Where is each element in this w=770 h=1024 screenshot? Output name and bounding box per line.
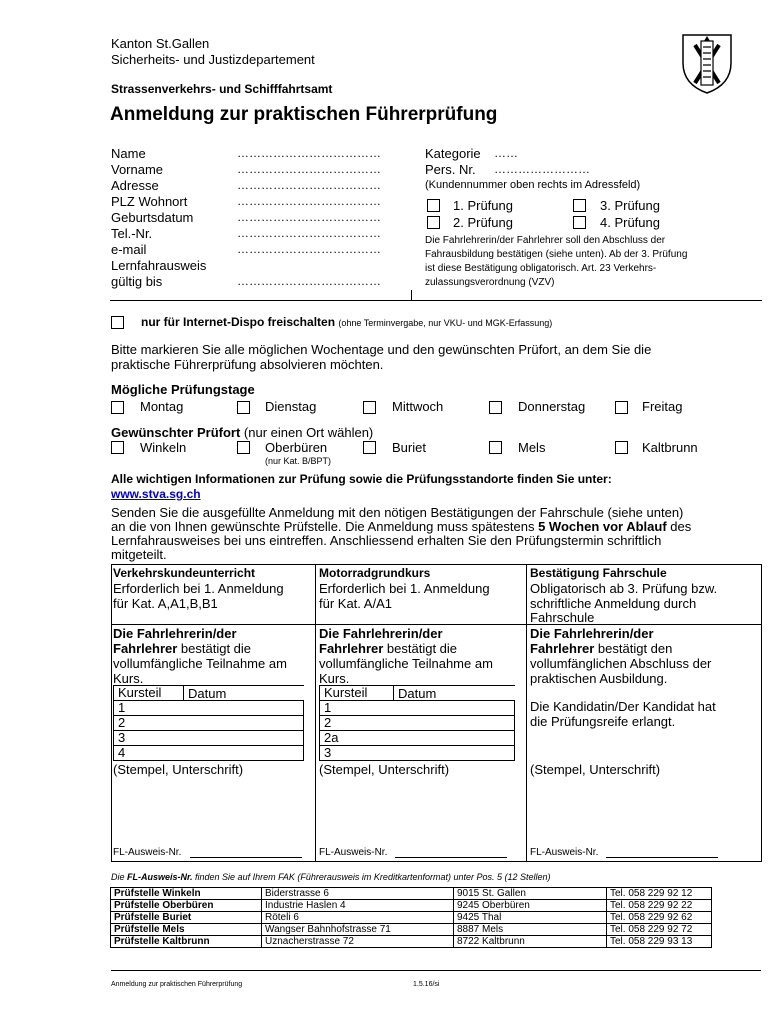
station-street: Industrie Haslen 4: [262, 900, 454, 912]
col3-confirm: Die Fahrlehrerin/der: [530, 626, 654, 641]
pruefung-4-label: 4. Prüfung: [600, 215, 660, 230]
station-name: Prüfstelle Buriet: [111, 912, 262, 924]
col3-confirm-rest: bestätigt den: [594, 641, 673, 656]
dispo-checkbox[interactable]: [111, 316, 124, 329]
pruefung-2-label: 2. Prüfung: [453, 215, 513, 230]
tel-field[interactable]: ………………………………: [237, 226, 381, 240]
kunden-note: (Kundennummer oben rechts im Adressfeld): [425, 179, 641, 191]
kurs-header: Datum: [394, 686, 515, 701]
label-tel: Tel.-Nr.: [111, 226, 153, 241]
locations-heading: Gewünschter Prüfort: [111, 425, 241, 440]
deadline-emphasis: 5 Wochen vor Ablauf: [538, 519, 667, 534]
col1-confirm-rest: bestätigt die: [177, 641, 252, 656]
info-heading: Alle wichtigen Informationen zur Prüfung sowie die Prüfungsstandorte finden Sie unter:: [111, 472, 612, 486]
kurs-row[interactable]: 4: [114, 746, 304, 761]
label-email: e-mail: [111, 242, 147, 257]
col3-title: Bestätigung Fahrschule: [530, 566, 667, 580]
col1-stamp: (Stempel, Unterschrift): [113, 762, 244, 777]
station-street: Röteli 6: [262, 912, 454, 924]
station-name: Prüfstelle Winkeln: [111, 888, 262, 900]
footer-left: Anmeldung zur praktischen Führerprüfung: [111, 981, 243, 988]
kurs-row[interactable]: 1: [114, 701, 304, 716]
kurs-row[interactable]: 2: [114, 716, 304, 731]
location-mels-checkbox[interactable]: [489, 441, 502, 454]
day-montag-label: Montag: [140, 399, 184, 414]
station-street: Uznacherstrasse 72: [262, 936, 454, 948]
days-heading: Mögliche Prüfungstage: [111, 382, 255, 397]
department-name: Sicherheits- und Justizdepartement: [111, 52, 315, 67]
station-city: 8887 Mels: [454, 924, 607, 936]
location-buriet-label: Buriet: [392, 440, 426, 455]
plz-wohnort-field[interactable]: ………………………………: [237, 194, 381, 208]
stations-table: [110, 887, 712, 948]
station-tel: Tel. 058 229 92 12: [607, 888, 712, 900]
station-city: 9245 Oberbüren: [454, 900, 607, 912]
gueltig-bis-field[interactable]: ………………………………: [237, 274, 381, 288]
label-geburtsdatum: Geburtsdatum: [111, 210, 194, 225]
email-field[interactable]: ………………………………: [237, 242, 381, 256]
fl-note-part: Die: [111, 872, 128, 882]
kurs-row[interactable]: 2a: [320, 731, 515, 746]
location-winkeln-checkbox[interactable]: [111, 441, 124, 454]
locations-heading-note: (nur einen Ort wählen): [243, 425, 374, 440]
pruefung-3-label: 3. Prüfung: [600, 198, 660, 213]
station-city: 9015 St. Gallen: [454, 888, 607, 900]
station-street: Biderstrasse 6: [262, 888, 454, 900]
station-name: Prüfstelle Mels: [111, 924, 262, 936]
pers-nr-field[interactable]: ……………………: [494, 162, 590, 176]
dispo-label: nur für Internet-Dispo freischalten: [141, 315, 336, 329]
location-oberbueren-label: Oberbüren: [265, 440, 328, 455]
kurs-row[interactable]: 3: [320, 746, 515, 761]
locations-heading-row: [111, 425, 373, 440]
station-tel: Tel. 058 229 92 72: [607, 924, 712, 936]
note-line: Die Fahrlehrerin/der Fahrlehrer soll den Abschluss der: [425, 235, 666, 246]
col2-kurs-table: [319, 685, 515, 761]
col3-sub: Obligatorisch ab 3. Prüfung bzw.: [530, 581, 718, 596]
location-kaltbrunn-label: Kaltbrunn: [642, 440, 698, 455]
divider: [110, 300, 762, 301]
info-line-part: an die von Ihnen gewünschte Prüfstelle. Die Anmeldung muss spätestens: [111, 519, 539, 534]
day-donnerstag-label: Donnerstag: [518, 399, 586, 414]
col3-confirm-line: [530, 641, 672, 656]
col2-confirm-line: [319, 641, 457, 656]
col3-confirm-bold: Fahrlehrer: [530, 641, 595, 656]
name-field[interactable]: ………………………………: [237, 146, 381, 160]
col2-fl-field[interactable]: [395, 857, 507, 858]
col1-confirm: vollumfängliche Teilnahme am: [113, 656, 287, 671]
adresse-field[interactable]: ………………………………: [237, 178, 381, 192]
col1-confirm: Kurs.: [113, 671, 144, 686]
col3-confirm: vollumfänglichen Abschluss der: [530, 656, 712, 671]
station-street: Wangser Bahnhofstrasse 71: [262, 924, 454, 936]
day-freitag-label: Freitag: [642, 399, 683, 414]
dispo-row: [141, 315, 552, 329]
col3-stamp: (Stempel, Unterschrift): [530, 762, 661, 777]
station-city: 8722 Kaltbrunn: [454, 936, 607, 948]
note-line: Fahrausbildung bestätigen (siehe unten). Ab der 3. Prüfung: [425, 249, 688, 260]
info-line: Senden Sie die ausgefüllte Anmeldung mit den nötigen Bestätigungen der Fahrschule (siehe unten): [111, 505, 684, 520]
table-row: [111, 936, 712, 948]
location-kaltbrunn-checkbox[interactable]: [615, 441, 628, 454]
instruction-line: Bitte markieren Sie alle möglichen Wochentage und den gewünschten Prüfort, an dem Sie die: [111, 342, 652, 357]
fl-note-part: finden Sie auf Ihrem FAK (Führerausweis im Kreditkartenformat) unter Pos. 5 (12 Stellen): [192, 872, 551, 882]
day-freitag-checkbox[interactable]: [615, 401, 628, 414]
col2-sub: Erforderlich bei 1. Anmeldung: [319, 581, 490, 596]
col1-sub: für Kat. A,A1,B,B1: [113, 596, 218, 611]
note-line: ist diese Bestätigung obligatorisch. Art. 23 Verkehrs-: [425, 263, 657, 274]
col1-confirm-line: [113, 641, 251, 656]
col3-fl-field[interactable]: [606, 857, 718, 858]
station-name: Prüfstelle Kaltbrunn: [111, 936, 262, 948]
col1-fl-label: FL-Ausweis-Nr.: [113, 847, 182, 858]
location-oberbueren-checkbox[interactable]: [237, 441, 250, 454]
kurs-header: Datum: [184, 686, 304, 701]
col2-stamp: (Stempel, Unterschrift): [319, 762, 450, 777]
pruefung-4-checkbox[interactable]: [573, 216, 586, 229]
label-name: Name: [111, 146, 146, 161]
table-row: [111, 888, 712, 900]
col1-confirm-bold: Fahrlehrer: [113, 641, 178, 656]
col1-kurs-table: [113, 685, 304, 761]
col3-kandidat: Die Kandidatin/Der Kandidat hat: [530, 699, 716, 714]
station-city: 9425 Thal: [454, 912, 607, 924]
row-divider: [111, 624, 761, 625]
col3-confirm: praktischen Ausbildung.: [530, 671, 668, 686]
instruction-line: praktische Führerprüfung absolvieren möchten.: [111, 357, 384, 372]
table-row: [111, 912, 712, 924]
location-winkeln-label: Winkeln: [140, 440, 187, 455]
geburtsdatum-field[interactable]: ………………………………: [237, 210, 381, 224]
fl-note-bold: FL-Ausweis-Nr.: [127, 872, 193, 882]
info-line-part: des: [666, 519, 692, 534]
info-line: Lernfahrausweises bei uns eintreffen. Anschliessend erhalten Sie den Prüfungstermin schriftlich: [111, 533, 662, 548]
table-row: [111, 924, 712, 936]
day-mittwoch-label: Mittwoch: [392, 399, 444, 414]
col3-fl-label: FL-Ausweis-Nr.: [530, 847, 599, 858]
day-mittwoch-checkbox[interactable]: [363, 401, 376, 414]
col1-confirm: Die Fahrlehrerin/der: [113, 626, 237, 641]
kurs-header: Kursteil: [320, 686, 394, 701]
pruefung-2-checkbox[interactable]: [427, 216, 440, 229]
kurs-row[interactable]: 2: [320, 716, 515, 731]
footer-right: 1.5.16/si: [413, 981, 440, 988]
col1-title: Verkehrskundeunterricht: [113, 566, 256, 580]
canton-crest-icon: [681, 33, 733, 95]
pruefung-1-checkbox[interactable]: [427, 199, 440, 212]
location-mels-label: Mels: [518, 440, 546, 455]
footer-divider: [111, 970, 761, 971]
col3-sub: schriftliche Anmeldung durch: [530, 596, 697, 611]
stva-link[interactable]: www.stva.sg.ch: [111, 487, 201, 501]
col2-confirm: Die Fahrlehrerin/der: [319, 626, 443, 641]
label-lernfahrausweis: Lernfahrausweis: [111, 258, 207, 273]
note-line: zulassungsverordnung (VZV): [425, 277, 555, 288]
label-adresse: Adresse: [111, 178, 159, 193]
label-gueltig-bis: gültig bis: [111, 274, 163, 289]
col3-sub: Fahrschule: [530, 610, 595, 625]
day-donnerstag-checkbox[interactable]: [489, 401, 502, 414]
kurs-row[interactable]: 3: [114, 731, 304, 746]
col2-fl-label: FL-Ausweis-Nr.: [319, 847, 388, 858]
vorname-field[interactable]: ………………………………: [237, 162, 381, 176]
station-name: Prüfstelle Oberbüren: [111, 900, 262, 912]
col2-confirm-rest: bestätigt die: [383, 641, 458, 656]
dispo-note: (ohne Terminvergabe, nur VKU- und MGK-Erfassung): [338, 318, 553, 328]
fl-note: [111, 872, 551, 882]
kategorie-label: Kategorie: [425, 146, 481, 161]
column-divider: [526, 564, 527, 861]
pruefung-3-checkbox[interactable]: [573, 199, 586, 212]
kategorie-field[interactable]: ……: [494, 146, 518, 160]
label-plz-wohnort: PLZ Wohnort: [111, 194, 188, 209]
station-tel: Tel. 058 229 92 22: [607, 900, 712, 912]
page-title: Anmeldung zur praktischen Führerprüfung: [110, 104, 498, 125]
col3-kandidat: die Prüfungsreife erlangt.: [530, 714, 676, 729]
info-line-deadline: [111, 519, 691, 534]
pers-nr-label: Pers. Nr.: [425, 162, 476, 177]
kurs-header: Kursteil: [114, 686, 184, 701]
location-buriet-checkbox[interactable]: [363, 441, 376, 454]
col1-fl-field[interactable]: [190, 857, 302, 858]
station-tel: Tel. 058 229 92 62: [607, 912, 712, 924]
col2-confirm: Kurs.: [319, 671, 350, 686]
station-tel: Tel. 058 229 93 13: [607, 936, 712, 948]
col2-title: Motorradgrundkurs: [319, 566, 431, 580]
column-divider: [315, 564, 316, 861]
kurs-row[interactable]: 1: [320, 701, 515, 716]
divider-tick: [411, 290, 412, 300]
col2-confirm-bold: Fahrlehrer: [319, 641, 384, 656]
col2-confirm: vollumfängliche Teilnahme am: [319, 656, 493, 671]
office-name: Strassenverkehrs- und Schifffahrtsamt: [111, 82, 333, 96]
oberbueren-note: (nur Kat. B/BPT): [265, 456, 332, 466]
info-line: mitgeteilt.: [111, 547, 167, 562]
day-montag-checkbox[interactable]: [111, 401, 124, 414]
label-vorname: Vorname: [111, 162, 164, 177]
pruefung-1-label: 1. Prüfung: [453, 198, 513, 213]
day-dienstag-checkbox[interactable]: [237, 401, 250, 414]
canton-name: Kanton St.Gallen: [111, 36, 210, 51]
col1-sub: Erforderlich bei 1. Anmeldung: [113, 581, 284, 596]
col2-sub: für Kat. A/A1: [319, 596, 392, 611]
day-dienstag-label: Dienstag: [265, 399, 317, 414]
table-row: [111, 900, 712, 912]
